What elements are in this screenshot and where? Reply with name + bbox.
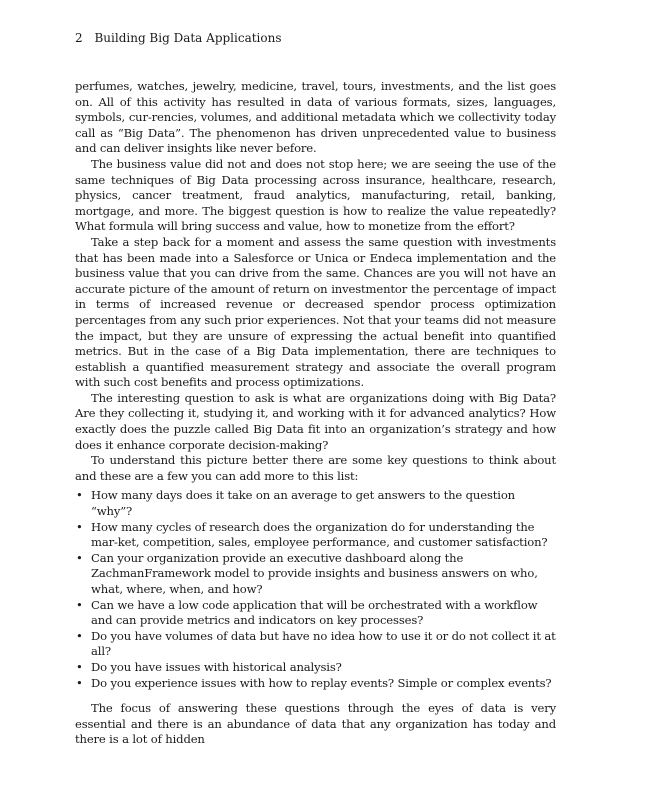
list-item xyxy=(75,660,556,676)
bullet-icon: • xyxy=(76,550,83,565)
bullet-icon: • xyxy=(76,488,83,503)
paragraph: Take a step back for a moment and assess the same question with investments that has been made into a Salesforce or Unica or Endeca implementation and the business value that you can drive from the same. Chances are you will not have an accurate picture of the amount of return on investmentor the percentage of impact in terms of increased revenue or decreased spendor process optimization percentages from any such prior experiences. Not that your teams did not measure the impact, but they are unsure of expressing the actual benefit into quantified metrics. But in the case of a Big Data implementation, there are techniques to establish a quantified measurement strategy and associate the overall program with such cost benefits and process optimizations. xyxy=(75,234,556,390)
list-item-text: Can your organization provide an executive dashboard along the ZachmanFramework model to provide insights and business answers on who, what, where, when, and how? xyxy=(91,550,538,596)
list-item xyxy=(75,520,556,551)
list-item-text: Do you experience issues with how to replay events? Simple or complex events? xyxy=(91,675,552,690)
list-item-text: How many days does it take on an average to get answers to the question “why”? xyxy=(91,488,515,519)
paragraph: To understand this picture better there are some key questions to think about and these are a few you can add more to this list: xyxy=(75,453,556,483)
paragraph: The business value did not and does not stop here; we are seeing the use of the same techniques of Big Data processing across insurance, healthcare, research, physics, cancer treatment, fraud analytics, manufacturing, retail, banking, mortgage, and more. The biggest question is how to realize the value repeatedly? What formula will bring success and value, how to monetize from the effort? xyxy=(75,156,556,234)
list-item-text: Do you have volumes of data but have no idea how to use it or do not collect it at all? xyxy=(91,628,556,659)
list-item xyxy=(75,598,556,629)
closing-paragraph: The focus of answering these questions through the eyes of data is very essential and there is an abundance of data that any organization has today and there is a lot of hidden xyxy=(75,701,556,747)
question-list xyxy=(75,488,556,691)
bullet-icon: • xyxy=(76,597,83,612)
bullet-icon: • xyxy=(76,659,83,674)
running-title: Building Big Data Applications xyxy=(94,31,282,45)
running-header xyxy=(75,31,282,46)
list-item-text: Can we have a low code application that will be orchestrated with a workflow and can provide metrics and indicators on key processes? xyxy=(91,597,538,628)
list-item xyxy=(75,629,556,660)
list-item-text: Do you have issues with historical analysis? xyxy=(91,659,342,674)
list-item-text: How many cycles of research does the organization do for understanding the mar-ket, competition, sales, employee performance, and customer satisfaction? xyxy=(91,519,548,550)
bullet-icon: • xyxy=(76,519,83,534)
page-number: 2 xyxy=(75,31,83,45)
bullet-icon: • xyxy=(76,675,83,690)
paragraph: perfumes, watches, jewelry, medicine, travel, tours, investments, and the list goes on. All of this activity has resulted in data of various formats, sizes, languages, symbols, cur-rencies, volumes, and additional metadata which we collectivity today call as “Big Data”. The phenomenon has driven unprecedented value to business and can deliver insights like never before. xyxy=(75,79,556,156)
list-item xyxy=(75,488,556,519)
list-item xyxy=(75,551,556,598)
body-text xyxy=(75,79,556,748)
bullet-icon: • xyxy=(76,628,83,643)
list-item xyxy=(75,676,556,692)
paragraph: The interesting question to ask is what are organizations doing with Big Data? Are they collecting it, studying it, and working with it for advanced analytics? How exactly does the puzzle called Big Data fit into an organization’s strategy and how does it enhance corporate decision-making? xyxy=(75,390,556,452)
